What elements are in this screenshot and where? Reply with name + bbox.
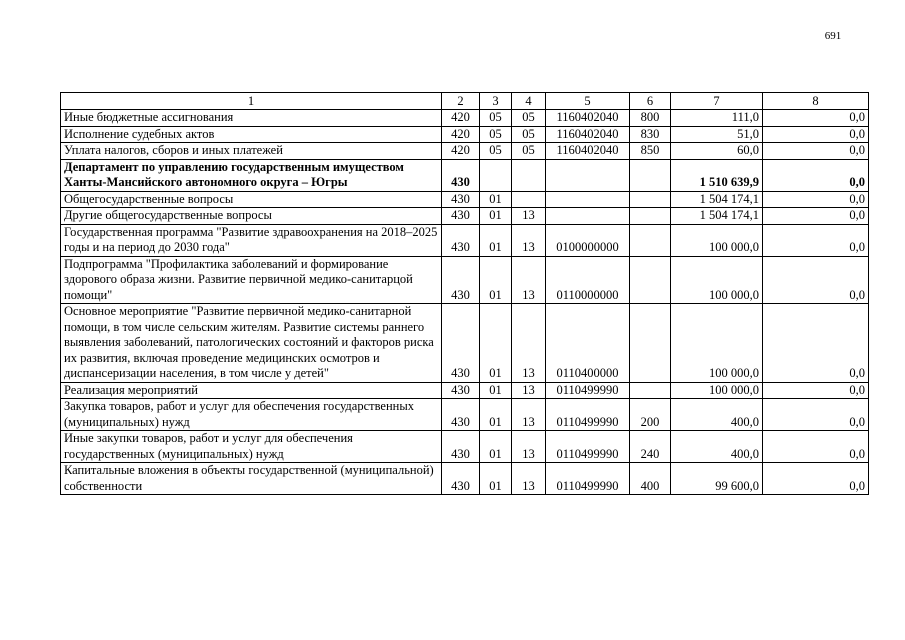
budget-table	[60, 92, 869, 495]
table-row	[61, 382, 869, 399]
cell-amount-2: 0,0	[763, 208, 869, 225]
cell-section: 01	[480, 304, 512, 383]
cell-amount: 111,0	[671, 110, 763, 127]
table-row	[61, 159, 869, 191]
cell-name: Общегосударственные вопросы	[61, 191, 442, 208]
table-row	[61, 431, 869, 463]
table-row	[61, 256, 869, 304]
cell-name: Государственная программа "Развитие здравоохранения на 2018–2025 годы и на период до 2030 года"	[61, 224, 442, 256]
cell-target-article: 0110499990	[546, 463, 630, 495]
cell-subsection: 13	[512, 463, 546, 495]
cell-admin-code: 430	[442, 208, 480, 225]
cell-admin-code: 430	[442, 224, 480, 256]
cell-name: Иные бюджетные ассигнования	[61, 110, 442, 127]
cell-section: 01	[480, 224, 512, 256]
cell-amount: 100 000,0	[671, 382, 763, 399]
table-row	[61, 143, 869, 160]
cell-expense-type: 850	[630, 143, 671, 160]
cell-admin-code: 430	[442, 159, 480, 191]
table-row	[61, 304, 869, 383]
cell-section: 05	[480, 110, 512, 127]
cell-name: Подпрограмма "Профилактика заболеваний и формирование здорового образа жизни. Развитие первичной медико-санитарцой помощи"	[61, 256, 442, 304]
cell-expense-type: 800	[630, 110, 671, 127]
cell-admin-code: 430	[442, 382, 480, 399]
cell-admin-code: 430	[442, 463, 480, 495]
cell-admin-code: 420	[442, 126, 480, 143]
table-row	[61, 126, 869, 143]
header-cell-8: 8	[763, 93, 869, 110]
cell-admin-code: 430	[442, 431, 480, 463]
page-number: 691	[824, 30, 842, 42]
cell-target-article: 0110499990	[546, 382, 630, 399]
cell-expense-type	[630, 304, 671, 383]
cell-expense-type	[630, 191, 671, 208]
cell-amount-2: 0,0	[763, 110, 869, 127]
cell-section: 01	[480, 382, 512, 399]
cell-subsection: 13	[512, 399, 546, 431]
cell-subsection: 05	[512, 126, 546, 143]
header-cell-4: 4	[512, 93, 546, 110]
header-cell-2: 2	[442, 93, 480, 110]
cell-expense-type: 200	[630, 399, 671, 431]
cell-subsection: 13	[512, 431, 546, 463]
table-row	[61, 191, 869, 208]
cell-name: Реализация мероприятий	[61, 382, 442, 399]
cell-section: 05	[480, 126, 512, 143]
header-cell-5: 5	[546, 93, 630, 110]
cell-amount: 99 600,0	[671, 463, 763, 495]
cell-expense-type	[630, 224, 671, 256]
cell-amount-2: 0,0	[763, 224, 869, 256]
cell-section: 05	[480, 143, 512, 160]
cell-amount-2: 0,0	[763, 431, 869, 463]
table-row	[61, 208, 869, 225]
cell-amount-2: 0,0	[763, 463, 869, 495]
cell-subsection: 13	[512, 224, 546, 256]
cell-admin-code: 420	[442, 143, 480, 160]
cell-section: 01	[480, 463, 512, 495]
cell-target-article: 0110499990	[546, 431, 630, 463]
cell-name: Департамент по управлению государственным имуществом Ханты-Мансийского автономного округа – Югры	[61, 159, 442, 191]
cell-name: Уплата налогов, сборов и иных платежей	[61, 143, 442, 160]
cell-subsection: 13	[512, 208, 546, 225]
cell-amount: 1 504 174,1	[671, 191, 763, 208]
cell-amount-2: 0,0	[763, 304, 869, 383]
cell-amount: 100 000,0	[671, 224, 763, 256]
cell-amount: 1 510 639,9	[671, 159, 763, 191]
cell-name: Исполнение судебных актов	[61, 126, 442, 143]
cell-section: 01	[480, 256, 512, 304]
cell-amount-2: 0,0	[763, 159, 869, 191]
header-cell-6: 6	[630, 93, 671, 110]
cell-target-article: 0110400000	[546, 304, 630, 383]
cell-section	[480, 159, 512, 191]
table-row	[61, 399, 869, 431]
cell-amount-2: 0,0	[763, 382, 869, 399]
cell-subsection: 05	[512, 143, 546, 160]
cell-subsection: 13	[512, 304, 546, 383]
cell-amount: 51,0	[671, 126, 763, 143]
cell-name: Основное мероприятие "Развитие первичной медико-санитарной помощи, в том числе сельским жителям. Развитие системы раннего выявления заболеваний, патологических состояний и факторов риска их развития, включая проведение медицинских осмотров и диспансеризации населения, в том числе у детей"	[61, 304, 442, 383]
cell-expense-type	[630, 208, 671, 225]
cell-target-article: 0110000000	[546, 256, 630, 304]
table-row	[61, 224, 869, 256]
cell-name: Закупка товаров, работ и услуг для обеспечения государственных (муниципальных) нужд	[61, 399, 442, 431]
cell-amount: 100 000,0	[671, 304, 763, 383]
cell-subsection	[512, 159, 546, 191]
cell-target-article: 1160402040	[546, 126, 630, 143]
cell-section: 01	[480, 399, 512, 431]
cell-section: 01	[480, 208, 512, 225]
cell-amount: 1 504 174,1	[671, 208, 763, 225]
cell-amount-2: 0,0	[763, 399, 869, 431]
cell-subsection	[512, 191, 546, 208]
cell-amount: 100 000,0	[671, 256, 763, 304]
cell-name: Другие общегосударственные вопросы	[61, 208, 442, 225]
cell-target-article: 0110499990	[546, 399, 630, 431]
cell-subsection: 05	[512, 110, 546, 127]
table-row	[61, 110, 869, 127]
cell-target-article: 0100000000	[546, 224, 630, 256]
cell-amount-2: 0,0	[763, 126, 869, 143]
table-row	[61, 463, 869, 495]
cell-expense-type: 240	[630, 431, 671, 463]
cell-amount: 400,0	[671, 431, 763, 463]
cell-name: Капитальные вложения в объекты государственной (муниципальной) собственности	[61, 463, 442, 495]
cell-admin-code: 430	[442, 304, 480, 383]
cell-admin-code: 420	[442, 110, 480, 127]
cell-amount-2: 0,0	[763, 143, 869, 160]
cell-expense-type	[630, 256, 671, 304]
cell-amount-2: 0,0	[763, 256, 869, 304]
cell-section: 01	[480, 191, 512, 208]
cell-expense-type: 400	[630, 463, 671, 495]
header-cell-7: 7	[671, 93, 763, 110]
cell-target-article	[546, 159, 630, 191]
cell-expense-type: 830	[630, 126, 671, 143]
cell-expense-type	[630, 382, 671, 399]
table-header-row	[61, 93, 869, 110]
cell-section: 01	[480, 431, 512, 463]
header-cell-1: 1	[61, 93, 442, 110]
header-cell-3: 3	[480, 93, 512, 110]
cell-subsection: 13	[512, 382, 546, 399]
cell-target-article	[546, 208, 630, 225]
cell-admin-code: 430	[442, 399, 480, 431]
cell-target-article: 1160402040	[546, 110, 630, 127]
cell-amount: 60,0	[671, 143, 763, 160]
cell-subsection: 13	[512, 256, 546, 304]
cell-amount-2: 0,0	[763, 191, 869, 208]
cell-expense-type	[630, 159, 671, 191]
cell-name: Иные закупки товаров, работ и услуг для обеспечения государственных (муниципальных) нужд	[61, 431, 442, 463]
cell-admin-code: 430	[442, 256, 480, 304]
cell-admin-code: 430	[442, 191, 480, 208]
cell-target-article	[546, 191, 630, 208]
cell-amount: 400,0	[671, 399, 763, 431]
cell-target-article: 1160402040	[546, 143, 630, 160]
